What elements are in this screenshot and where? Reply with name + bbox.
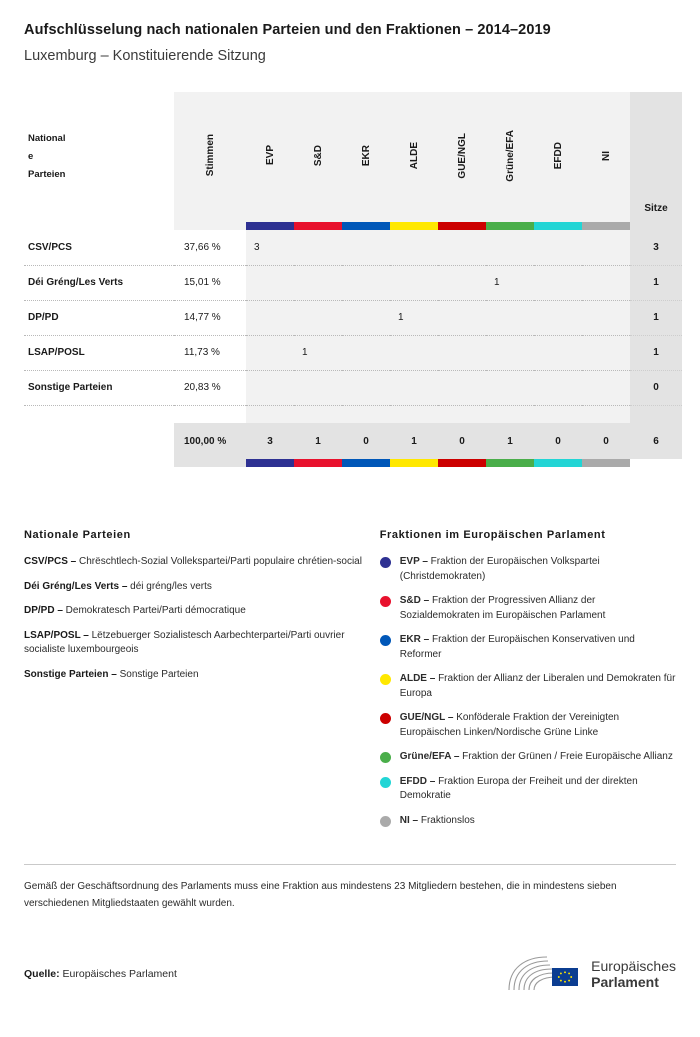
row-party-name: Sonstige Parteien xyxy=(24,370,174,405)
legend-item-desc: Demokratesch Partei/Parti démocratique xyxy=(62,605,246,616)
row-party-name: CSV/PCS xyxy=(24,230,174,265)
row-party-name: LSAP/POSL xyxy=(24,335,174,370)
table-row xyxy=(24,335,682,370)
legends xyxy=(24,529,676,838)
row-seats: 3 xyxy=(630,230,682,265)
legend-item-name: EKR – xyxy=(399,634,430,645)
row-cell-guengl xyxy=(438,335,486,370)
group-dot-sd-icon xyxy=(380,596,391,607)
group-dot-gruene-efa-icon xyxy=(380,752,391,763)
source-label: Quelle: xyxy=(24,968,60,980)
table-row xyxy=(24,265,682,300)
row-seats: 1 xyxy=(630,300,682,335)
legend-item-name: Déi Gréng/Les Verts – xyxy=(24,580,128,592)
legend-item xyxy=(380,775,676,804)
group-color-bar-bottom xyxy=(24,459,682,467)
color-swatch-ekr-bottom xyxy=(342,459,390,467)
row-cell-gruene-efa xyxy=(486,300,534,335)
row-cell-alde xyxy=(390,335,438,370)
table-total-row xyxy=(24,423,682,459)
legend-item xyxy=(24,604,364,619)
column-header-alde: ALDE xyxy=(390,92,438,222)
color-swatch-gruene-efa-bottom xyxy=(486,459,534,467)
row-cell-ekr xyxy=(342,370,390,405)
row-cell-evp xyxy=(246,265,294,300)
column-header-seats: Sitze xyxy=(630,92,682,222)
row-cell-efdd xyxy=(534,230,582,265)
colorbar-spacer-party xyxy=(24,222,174,230)
legend-item-name: ALDE – xyxy=(399,673,436,684)
legend-item xyxy=(24,580,364,595)
legend-item xyxy=(380,633,676,662)
column-header-gruene-efa: Grüne/EFA xyxy=(486,92,534,222)
group-dot-efdd-icon xyxy=(380,777,391,788)
legend-item-desc: Fraktion der Europäischen Konservativen und Reformer xyxy=(399,634,635,660)
legend-item-name: CSV/PCS – xyxy=(24,556,77,567)
row-cell-efdd xyxy=(534,300,582,335)
party-header-line-2: e xyxy=(28,150,34,162)
table-row xyxy=(24,370,682,405)
column-header-efdd: EFDD xyxy=(534,92,582,222)
total-cell-efdd: 0 xyxy=(534,423,582,459)
source-text xyxy=(24,968,177,980)
legend-item-name: EFDD – xyxy=(399,775,436,787)
legend-national-parties xyxy=(24,529,364,838)
row-votes: 11,73 % xyxy=(174,335,246,370)
ep-logo-icon xyxy=(507,954,581,994)
legend-item-desc: Sonstige Parteien xyxy=(116,668,199,680)
column-header-sd: S&D xyxy=(294,92,342,222)
total-cell-ni: 0 xyxy=(582,423,630,459)
column-header-ekr: EKR xyxy=(342,92,390,222)
color-swatch-alde-bottom xyxy=(390,459,438,467)
row-cell-gruene-efa xyxy=(486,335,534,370)
color-swatch-guengl-bottom xyxy=(438,459,486,467)
legend-item-desc: Fraktion der Grünen / Freie Europäische Allianz xyxy=(459,751,673,762)
legend-item xyxy=(380,814,676,829)
row-cell-sd xyxy=(294,300,342,335)
total-cell-evp: 3 xyxy=(246,423,294,459)
row-party-name: Déi Gréng/Les Verts xyxy=(24,265,174,300)
legend-item xyxy=(380,711,676,740)
row-cell-guengl xyxy=(438,265,486,300)
row-cell-guengl xyxy=(438,300,486,335)
row-cell-ekr xyxy=(342,265,390,300)
row-cell-gruene-efa xyxy=(486,370,534,405)
colorbar-spacer-seats xyxy=(630,222,682,230)
row-cell-efdd xyxy=(534,335,582,370)
row-cell-gruene-efa xyxy=(486,230,534,265)
total-cell-ekr: 0 xyxy=(342,423,390,459)
party-header-line-1: National xyxy=(28,132,66,144)
legend-item-name: Sonstige Parteien – xyxy=(24,668,117,680)
legend-item-name: EVP – xyxy=(399,556,428,567)
group-dot-guengl-icon xyxy=(380,713,391,724)
legend-item-desc: Lëtzebuerger Sozialistesch Aarbechterpartei/Parti ouvrier socialiste luxembourgeois xyxy=(24,629,345,655)
row-party-name: DP/PD xyxy=(24,300,174,335)
footer-divider xyxy=(24,864,676,865)
table-row xyxy=(24,300,682,335)
row-votes: 20,83 % xyxy=(174,370,246,405)
row-votes: 14,77 % xyxy=(174,300,246,335)
legend-item-desc: Chrëschtlech-Sozial Vollekspartei/Parti populaire chrétien-social xyxy=(76,556,362,567)
row-cell-guengl xyxy=(438,370,486,405)
legend-item-desc: Fraktion der Progressiven Allianz der Sozialdemokraten im Europäischen Parlament xyxy=(399,595,606,621)
color-swatch-ni xyxy=(582,222,630,230)
legend-item xyxy=(380,594,676,623)
page-title: Aufschlüsselung nach nationalen Parteien und den Fraktionen – 2014–2019 xyxy=(24,22,551,38)
page-subtitle: Luxemburg – Konstituierende Sitzung xyxy=(24,48,266,64)
row-cell-evp xyxy=(246,300,294,335)
legend-item-name: LSAP/POSL – xyxy=(24,629,89,641)
legend-national-title: Nationale Parteien xyxy=(24,529,131,541)
column-header-votes: Stimmen xyxy=(174,92,246,222)
total-cell-sd: 1 xyxy=(294,423,342,459)
group-dot-alde-icon xyxy=(380,674,391,685)
table-header-row xyxy=(24,92,682,222)
total-cell-alde: 1 xyxy=(390,423,438,459)
row-cell-ekr xyxy=(342,300,390,335)
legend-item-desc: Fraktion der Allianz der Liberalen und Demokraten für Europa xyxy=(399,673,676,699)
color-swatch-alde xyxy=(390,222,438,230)
legend-item-desc: Fraktionslos xyxy=(418,814,475,826)
row-cell-efdd xyxy=(534,265,582,300)
ep-logo-line2: Parlament xyxy=(591,974,659,990)
color-swatch-evp xyxy=(246,222,294,230)
table-row xyxy=(24,230,682,265)
row-cell-sd xyxy=(294,265,342,300)
footnote: Gemäß der Geschäftsordnung des Parlaments muss eine Fraktion aus mindestens 23 Mitgliedern bestehen, die in mindestens sieben verschiedenen Mitgliedstaaten gewählt wurden. xyxy=(24,881,617,909)
legend-item-desc: Konföderale Fraktion der Vereinigten Europäischen Linken/Nordische Grüne Linke xyxy=(399,712,620,738)
row-cell-sd: 1 xyxy=(294,335,342,370)
legend-item-name: Grüne/EFA – xyxy=(399,751,460,762)
legend-item-desc: Fraktion der Europäischen Volkspartei (Christdemokraten) xyxy=(399,556,600,582)
legend-item-desc: déi gréng/les verts xyxy=(127,580,212,592)
row-cell-ekr xyxy=(342,335,390,370)
ep-logo xyxy=(507,954,676,994)
row-cell-guengl xyxy=(438,230,486,265)
source-value: Europäisches Parlament xyxy=(59,968,177,980)
table-spacer-row xyxy=(24,405,682,423)
row-cell-evp xyxy=(246,370,294,405)
total-cell-gruene-efa: 1 xyxy=(486,423,534,459)
colorbar-spacer-votes xyxy=(174,222,246,230)
color-swatch-ni-bottom xyxy=(582,459,630,467)
color-swatch-efdd-bottom xyxy=(534,459,582,467)
legend-political-groups xyxy=(380,529,676,838)
legend-item xyxy=(380,555,676,584)
column-header-ni: NI xyxy=(582,92,630,222)
row-votes: 15,01 % xyxy=(174,265,246,300)
total-cell-guengl: 0 xyxy=(438,423,486,459)
legend-item xyxy=(24,668,364,683)
color-swatch-guengl xyxy=(438,222,486,230)
legend-item-name: GUE/NGL – xyxy=(399,712,454,723)
color-swatch-sd-bottom xyxy=(294,459,342,467)
row-cell-ni xyxy=(582,230,630,265)
legend-item xyxy=(24,555,364,570)
ep-logo-text xyxy=(591,958,676,990)
column-header-evp: EVP xyxy=(246,92,294,222)
group-color-bar-top xyxy=(24,222,682,230)
color-swatch-ekr xyxy=(342,222,390,230)
row-seats: 1 xyxy=(630,335,682,370)
row-seats: 0 xyxy=(630,370,682,405)
legend-item xyxy=(380,672,676,701)
row-cell-sd xyxy=(294,370,342,405)
row-cell-evp xyxy=(246,335,294,370)
party-header-line-3: Parteien xyxy=(28,169,66,181)
row-seats: 1 xyxy=(630,265,682,300)
row-cell-gruene-efa: 1 xyxy=(486,265,534,300)
group-dot-ekr-icon xyxy=(380,635,391,646)
color-swatch-evp-bottom xyxy=(246,459,294,467)
row-cell-alde xyxy=(390,265,438,300)
legend-item-name: S&D – xyxy=(399,595,430,606)
row-cell-ni xyxy=(582,335,630,370)
group-dot-ni-icon xyxy=(380,816,391,827)
row-cell-alde xyxy=(390,370,438,405)
total-votes: 100,00 % xyxy=(174,423,246,459)
color-swatch-sd xyxy=(294,222,342,230)
group-dot-evp-icon xyxy=(380,557,391,568)
row-cell-ni xyxy=(582,370,630,405)
row-cell-alde xyxy=(390,230,438,265)
total-seats: 6 xyxy=(630,423,682,459)
color-swatch-gruene-efa xyxy=(486,222,534,230)
row-cell-ekr xyxy=(342,230,390,265)
source-row xyxy=(24,954,676,994)
legend-item xyxy=(24,629,364,658)
legend-item-name: NI – xyxy=(399,814,419,826)
total-party-blank xyxy=(24,423,174,459)
row-cell-sd xyxy=(294,230,342,265)
legend-item-desc: Fraktion Europa der Freiheit und der direkten Demokratie xyxy=(399,775,638,801)
row-cell-efdd xyxy=(534,370,582,405)
color-swatch-efdd xyxy=(534,222,582,230)
row-cell-ni xyxy=(582,265,630,300)
row-cell-evp: 3 xyxy=(246,230,294,265)
column-header-parties xyxy=(24,92,174,222)
breakdown-table xyxy=(24,92,682,467)
row-votes: 37,66 % xyxy=(174,230,246,265)
legend-item-name: DP/PD – xyxy=(24,605,63,616)
column-header-guengl: GUE/NGL xyxy=(438,92,486,222)
ep-logo-line1: Europäisches xyxy=(591,957,676,974)
legend-groups-title: Fraktionen im Europäischen Parlament xyxy=(379,529,606,541)
row-cell-ni xyxy=(582,300,630,335)
legend-item xyxy=(380,750,676,765)
row-cell-alde: 1 xyxy=(390,300,438,335)
